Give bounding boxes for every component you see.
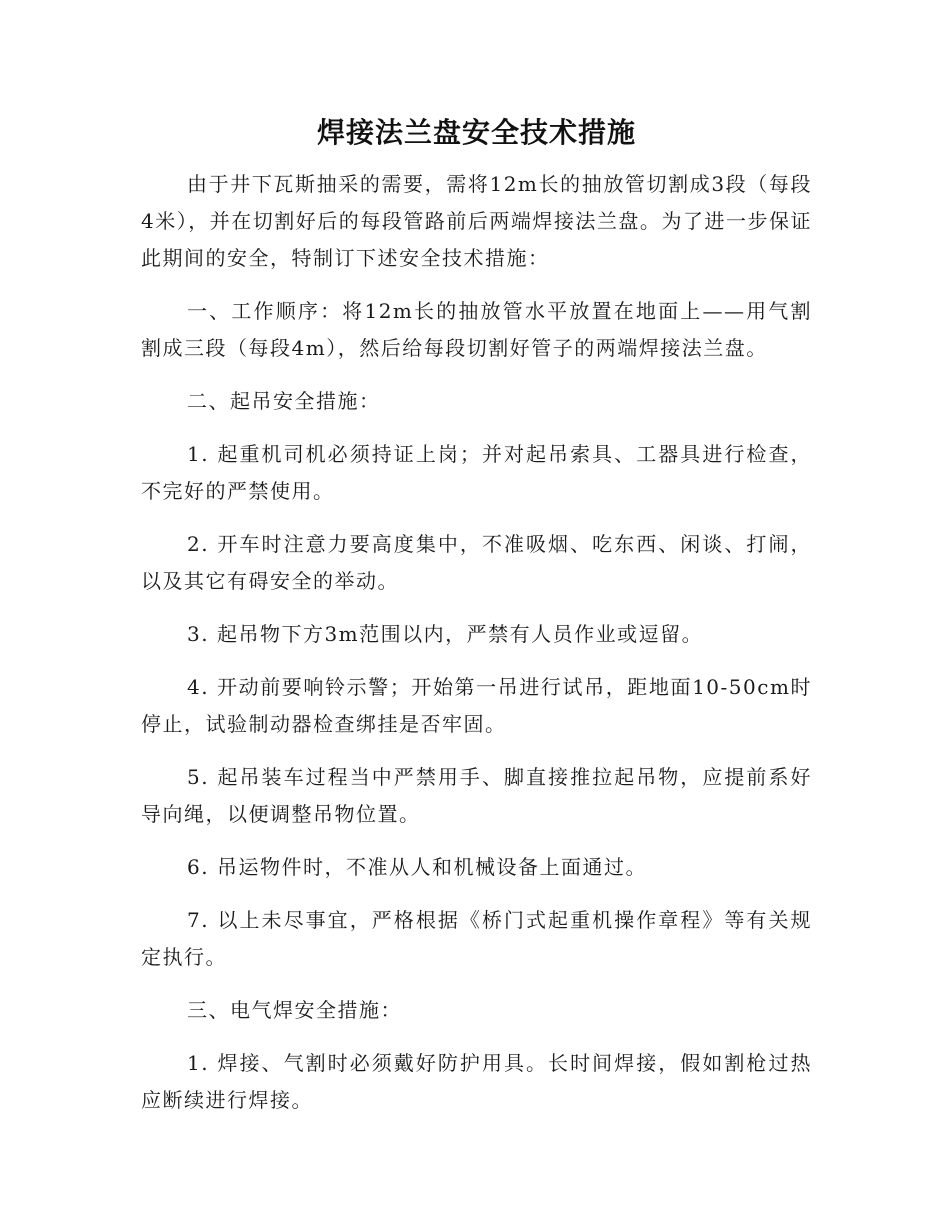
document-title: 焊接法兰盘安全技术措施: [316, 116, 636, 149]
lifting-item-2: 2. 开车时注意力要高度集中，不准吸烟、吃东西、闲谈、打闹，以及其它有碍安全的举动。: [141, 532, 812, 593]
heading-welding-safety: 三、电气焊安全措施：: [187, 998, 402, 1022]
paragraph-work-order: 一、工作顺序：将12m长的抽放管水平放置在地面上——用气割割成三段（每段4m），然后给每段切割好管子的两端焊接法兰盘。: [141, 299, 812, 360]
lifting-item-4: 4. 开动前要响铃示警；开始第一吊进行试吊，距地面10-50cm时停止，试验制动器检查绑挂是否牢固。: [141, 675, 812, 736]
lifting-item-1: 1. 起重机司机必须持证上岗；并对起吊索具、工器具进行检查，不完好的严禁使用。: [141, 442, 812, 503]
heading-lifting-safety: 二、起吊安全措施：: [187, 389, 381, 413]
lifting-item-7: 7. 以上未尽事宜，严格根据《桥门式起重机操作章程》等有关规定执行。: [141, 908, 812, 969]
lifting-item-5: 5. 起吊装车过程当中严禁用手、脚直接推拉起吊物，应提前系好导向绳，以便调整吊物位置。: [141, 765, 812, 826]
welding-item-1: 1. 焊接、气割时必须戴好防护用具。长时间焊接，假如割枪过热应断续进行焊接。: [141, 1051, 812, 1112]
lifting-item-3: 3. 起吊物下方3m范围以内，严禁有人员作业或逗留。: [187, 622, 704, 646]
paragraph-intro: 由于井下瓦斯抽采的需要，需将12m长的抽放管切割成3段（每段4米），并在切割好后的每段管路前后两端焊接法兰盘。为了进一步保证此期间的安全，特制订下述安全技术措施：: [141, 172, 812, 270]
lifting-item-6: 6. 吊运物件时，不准从人和机械设备上面通过。: [187, 855, 647, 879]
